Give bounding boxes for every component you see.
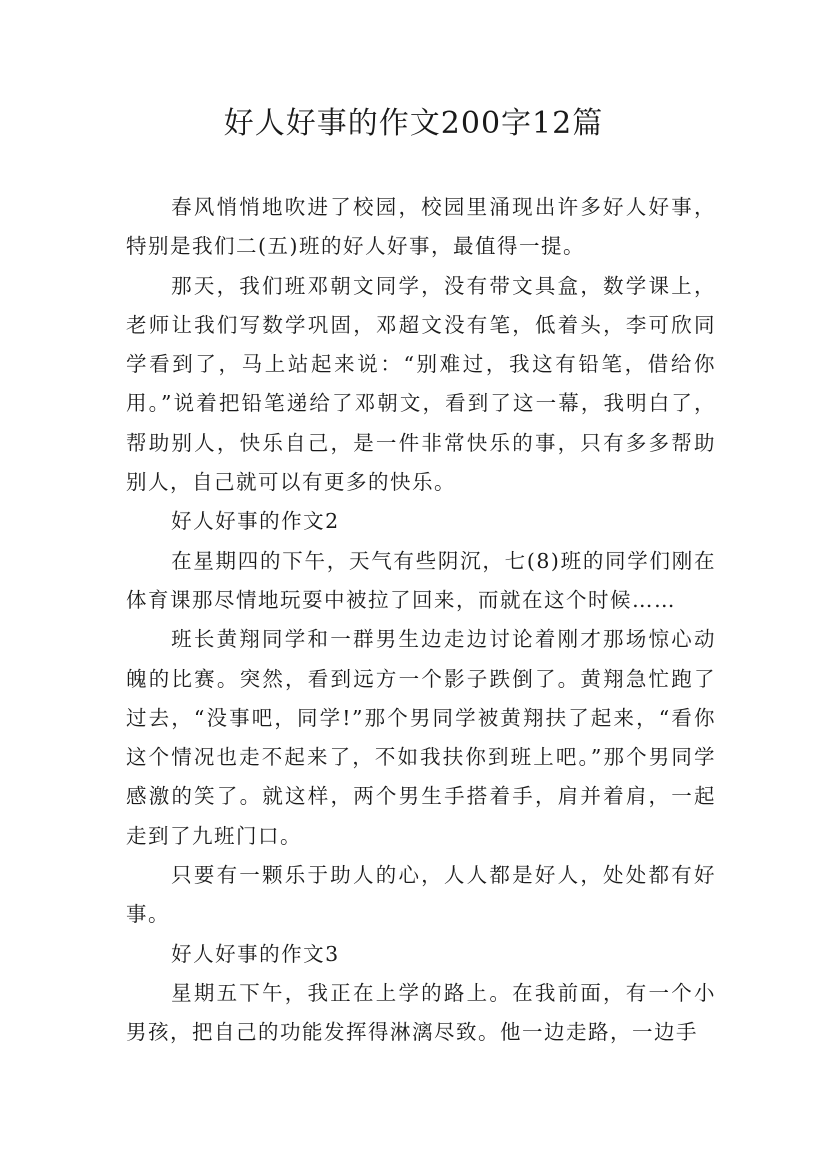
paragraph: 那天，我们班邓朝文同学，没有带文具盒，数学课上，老师让我们写数学巩固，邓超文没有笔，低着头，李可欣同学看到了，马上站起来说：“别难过，我这有铅笔，借给你用。”说着把铅笔递给了邓朝文，看到了这一幕，我明白了，帮助别人，快乐自己，是一件非常快乐的事，只有多多帮助别人，自己就可以有更多的快乐。 xyxy=(126,273,716,495)
paragraph: 班长黄翔同学和一群男生边走边讨论着刚才那场惊心动魄的比赛。突然，看到远方一个影子跌倒了。黄翔急忙跑了过去，“没事吧，同学!”那个男同学被黄翔扶了起来，“看你这个情况也走不起来了，不如我扶你到班上吧。”那个男同学感激的笑了。就这样，两个男生手搭着手，肩并着肩，一起走到了九班门口。 xyxy=(126,627,716,848)
paragraph: 春风悄悄地吹进了校园，校园里涌现出许多好人好事，特别是我们二(五)班的好人好事，最值得一提。 xyxy=(126,195,716,259)
paragraph: 在星期四的下午，天气有些阴沉，七(8)班的同学们刚在体育课那尽情地玩耍中被拉了回来，而就在这个时候…… xyxy=(126,548,716,612)
document-body xyxy=(126,188,716,1053)
document-title: 好人好事的作文200字12篇 xyxy=(223,106,604,141)
paragraph: 只要有一颗乐于助人的心，人人都是好人，处处都有好事。 xyxy=(126,863,716,927)
section-heading: 好人好事的作文3 xyxy=(171,941,340,966)
paragraph: 星期五下午，我正在上学的路上。在我前面，有一个小男孩，把自己的功能发挥得淋漓尽致。他一边走路，一边手 xyxy=(126,980,716,1045)
section-heading: 好人好事的作文2 xyxy=(171,509,340,534)
